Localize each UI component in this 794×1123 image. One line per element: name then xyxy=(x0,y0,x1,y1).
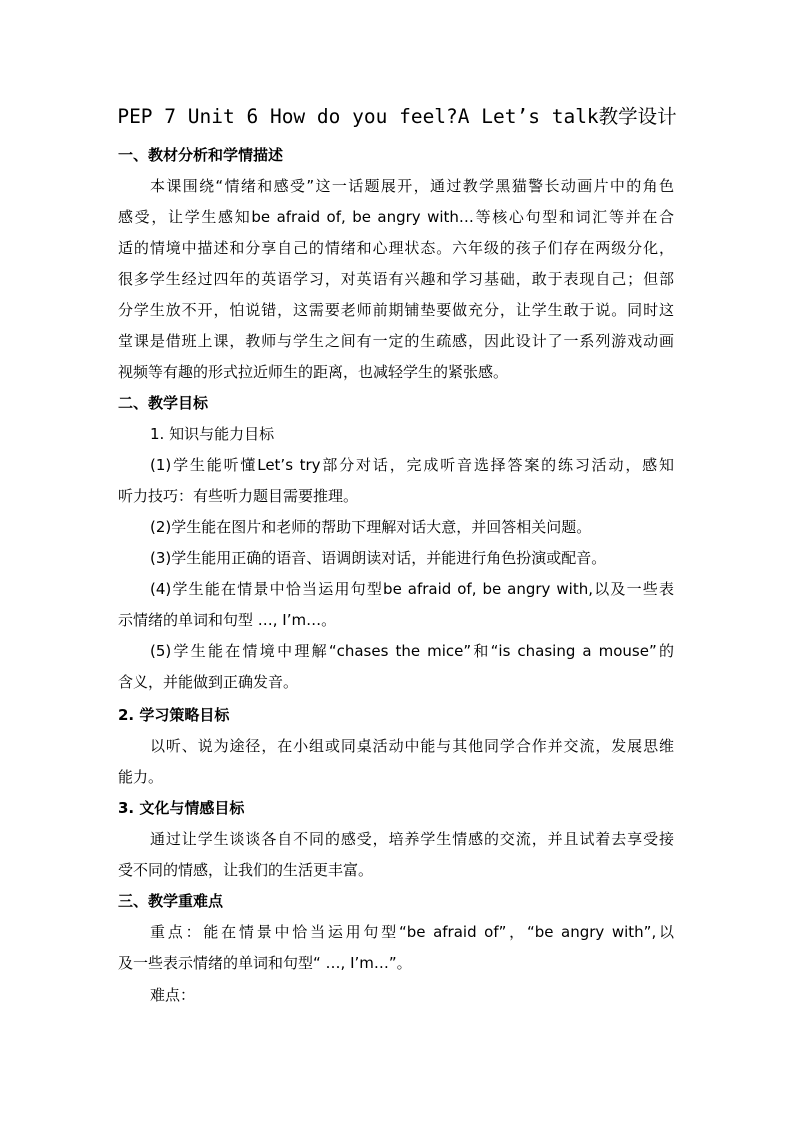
sub3-line-1: 通过让学生谈谈各自不同的感受，培养学生情感的交流，并且试着去享受接 xyxy=(150,830,674,848)
section1-line-1: 本课围绕“情绪和感受”这一话题展开，通过教学黑猫警长动画片中的角色 xyxy=(150,177,674,195)
goal-item-3: (3)学生能用正确的语音、语调朗读对话，并能进行角色扮演或配音。 xyxy=(150,549,607,567)
key-point-line-2: 及一些表示情绪的单词和句型“ …, I’m…”。 xyxy=(118,954,412,972)
goal-item-4-line-2: 示情绪的单词和句型 …, I’m…。 xyxy=(118,611,337,629)
section1-line-2: 感受，让学生感知be afraid of, be angry with…等核心句型和词汇等并在合 xyxy=(118,208,674,226)
difficult-point-label: 难点： xyxy=(150,986,196,1004)
section1-line-7: 视频等有趣的形式拉近师生的距离，也减轻学生的紧张感。 xyxy=(118,363,509,381)
section2-sub2-heading: 2. 学习策略目标 xyxy=(118,706,230,724)
section1-heading: 一、教材分析和学情描述 xyxy=(118,146,284,164)
sub2-line-1: 以听、说为途径，在小组或同桌活动中能与其他同学合作并交流，发展思维 xyxy=(150,737,674,755)
document-title: PEP 7 Unit 6 How do you feel?A Let’s talk教学设计 xyxy=(117,105,677,128)
goal-item-2: (2)学生能在图片和老师的帮助下理解对话大意，并回答相关问题。 xyxy=(150,518,592,536)
section1-line-5: 分学生放不开，怕说错，这需要老师前期铺垫要做充分，让学生敢于说。同时这 xyxy=(118,301,674,319)
section1-line-3: 适的情境中描述和分享自己的情绪和心理状态。六年级的孩子们存在两级分化， xyxy=(118,239,674,257)
section2-sub1-heading: 1. 知识与能力目标 xyxy=(150,425,275,443)
sub2-line-2: 能力。 xyxy=(118,768,164,786)
section2-heading: 二、教学目标 xyxy=(118,394,209,412)
goal-item-5-line-2: 含义，并能做到正确发音。 xyxy=(118,673,299,691)
sub3-line-2: 受不同的情感，让我们的生活更丰富。 xyxy=(118,861,374,879)
goal-item-1-line-2: 听力技巧：有些听力题目需要推理。 xyxy=(118,487,359,505)
goal-item-4-line-1: (4)学生能在情景中恰当运用句型be afraid of, be angry with,以及一些表 xyxy=(150,580,674,598)
goal-item-5-line-1: (5)学生能在情境中理解“chases the mice”和“is chasing a mouse”的 xyxy=(150,642,674,660)
key-point-line-1: 重点：能在情景中恰当运用句型“be afraid of”，“be angry with”,以 xyxy=(150,923,674,941)
section2-sub3-heading: 3. 文化与情感目标 xyxy=(118,799,245,817)
section1-line-4: 很多学生经过四年的英语学习，对英语有兴趣和学习基础，敢于表现自己；但部 xyxy=(118,270,674,288)
section3-heading: 三、教学重难点 xyxy=(118,892,224,910)
section1-line-6: 堂课是借班上课，教师与学生之间有一定的生疏感，因此设计了一系列游戏动画 xyxy=(118,332,674,350)
goal-item-1-line-1: (1)学生能听懂Let’s try部分对话，完成听音选择答案的练习活动，感知 xyxy=(150,456,674,474)
